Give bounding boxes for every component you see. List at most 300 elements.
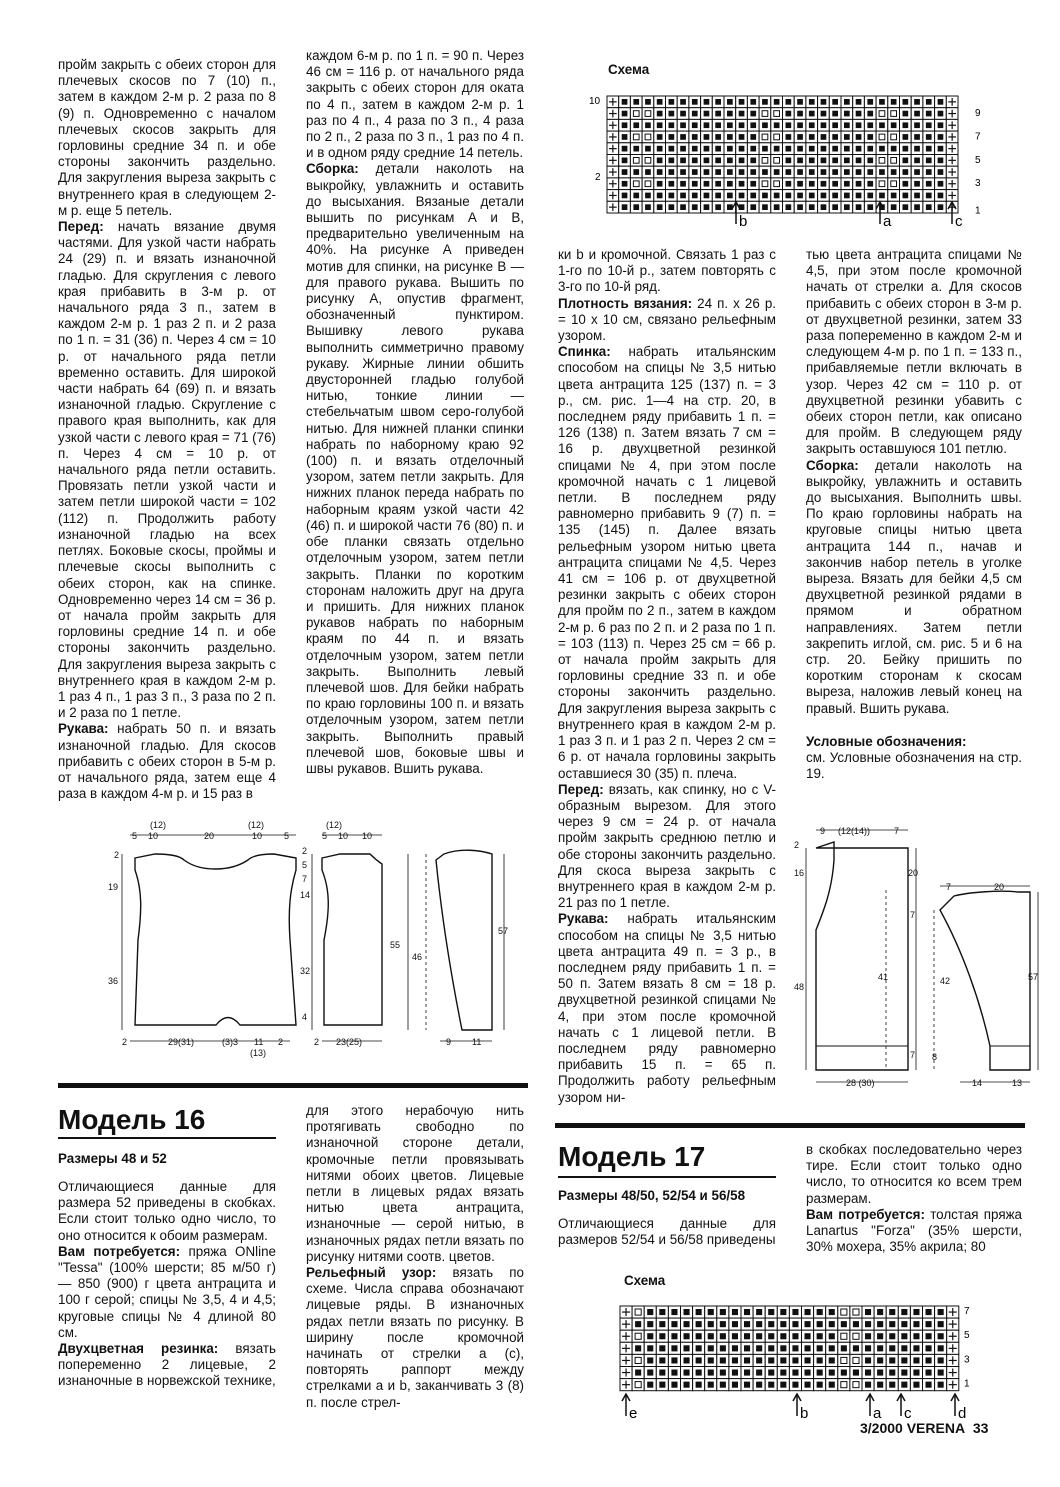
stitch-cell xyxy=(935,119,947,131)
paragraph-text: 24 п. х 26 р. = 10 х 10 см, связано рельефным узором. xyxy=(558,295,776,344)
stitch-cell xyxy=(642,190,654,202)
edge-stitch xyxy=(607,155,619,167)
paragraph xyxy=(58,57,276,219)
stitch-cell xyxy=(705,1330,717,1342)
paragraph-label: Сборка: xyxy=(806,457,859,473)
p17-body-inner-1: 8 xyxy=(932,1052,938,1062)
stitch-cell xyxy=(900,131,912,143)
edge-stitch xyxy=(946,119,958,131)
stitch-cell xyxy=(689,119,701,131)
stitch-cell xyxy=(747,96,759,108)
stitch-cell xyxy=(783,166,795,178)
stitch-cell xyxy=(935,96,947,108)
stitch-cell xyxy=(677,96,689,108)
model17-column-2 xyxy=(806,1142,1022,1255)
stitch-cell xyxy=(759,190,771,202)
edge-stitch xyxy=(946,96,958,108)
stitch-cell xyxy=(911,178,923,190)
stitch-cell xyxy=(753,1318,765,1330)
stitch-cell xyxy=(736,190,748,202)
stitch-cell xyxy=(619,131,631,143)
stitch-cell xyxy=(654,201,666,213)
schema1-title: Схема xyxy=(608,62,650,77)
model17-rule-thick xyxy=(555,1123,1025,1128)
stitch-cell xyxy=(717,1330,729,1342)
p16-sleeve-left-1: 46 xyxy=(412,952,423,962)
stitch-cell xyxy=(644,1379,656,1391)
stitch-cell xyxy=(759,155,771,167)
stitch-cell xyxy=(841,178,853,190)
stitch-cell xyxy=(753,1379,765,1391)
row-number-right: 1 xyxy=(975,205,981,217)
p17-body-left-3: 48 xyxy=(794,982,805,992)
stitch-cell xyxy=(654,190,666,202)
stitch-cell xyxy=(935,1367,947,1379)
stitch-cell xyxy=(802,1342,814,1354)
paragraph-text: тью цвета антрацита спицами № 4,5, при этом после кромочной начать от стрелки а. Для скосов прибавить с обеих сторон в 3-м р. от двухцветной резинки, затем 33 раза попеременно в каждом 2-м и следующем 4-м р. по 1 п. = 133 п., прибавляемые петли включать в узор. Через 42 см = 110 р. от двухцветной резинки убавить с обеих сторон петли, как описано для пройм. В следующем ряду закрыть оставшуюся 101 петлю. xyxy=(806,247,1022,457)
stitch-cell xyxy=(724,108,736,120)
stitch-cell xyxy=(850,1367,862,1379)
stitch-cell xyxy=(632,1367,644,1379)
paragraph xyxy=(306,161,524,777)
stitch-cell xyxy=(630,178,642,190)
stitch-cell xyxy=(841,201,853,213)
stitch-cell xyxy=(668,1318,680,1330)
stitch-cell xyxy=(923,1354,935,1366)
paragraph-text: набрать 50 п. и вязать изнаночной гладью. Для скосов прибавить с обеих сторон в 5-м р. от начального ряда, затем еще 4 раза в каждом 4-м р. и 15 раз в xyxy=(58,721,276,802)
stitch-cell xyxy=(681,1342,693,1354)
stitch-cell xyxy=(794,201,806,213)
front-outline xyxy=(322,854,382,1025)
stitch-cell xyxy=(632,1354,644,1366)
p16-sleeve-bottom-2: 11 xyxy=(472,1037,482,1047)
stitch-cell xyxy=(705,1342,717,1354)
stitch-cell xyxy=(841,108,853,120)
stitch-cell xyxy=(759,166,771,178)
paragraph-label: Рукава: xyxy=(558,911,609,927)
stitch-cell xyxy=(853,155,865,167)
stitch-cell xyxy=(668,1306,680,1318)
stitch-cell xyxy=(838,1306,850,1318)
p17-body-bottom-1: 28 (30) xyxy=(846,1078,875,1088)
p16-front-bottom-1: 2 xyxy=(314,1037,320,1047)
stitch-cell xyxy=(900,119,912,131)
stitch-cell xyxy=(874,1342,886,1354)
stitch-cell xyxy=(838,1367,850,1379)
p16-back-left-1: 2 xyxy=(114,850,120,860)
stitch-cell xyxy=(850,1342,862,1354)
stitch-cell xyxy=(794,119,806,131)
stitch-cell xyxy=(759,96,771,108)
stitch-cell xyxy=(876,190,888,202)
stitch-cell xyxy=(935,1354,947,1366)
stitch-cell xyxy=(693,1379,705,1391)
stitch-cell xyxy=(794,143,806,155)
stitch-cell xyxy=(771,143,783,155)
stitch-cell xyxy=(681,1379,693,1391)
stitch-cell xyxy=(900,201,912,213)
stitch-cell xyxy=(898,1306,910,1318)
stitch-cell xyxy=(935,1306,947,1318)
stitch-cell xyxy=(806,155,818,167)
stitch-cell xyxy=(689,108,701,120)
edge-stitch xyxy=(607,190,619,202)
stitch-cell xyxy=(759,119,771,131)
stitch-cell xyxy=(747,155,759,167)
stitch-cell xyxy=(853,201,865,213)
stitch-cell xyxy=(783,131,795,143)
stitch-cell xyxy=(806,166,818,178)
paragraph xyxy=(306,1103,524,1265)
model17-rule-thin xyxy=(558,1176,776,1178)
edge-stitch xyxy=(607,166,619,178)
stitch-cell xyxy=(693,1354,705,1366)
stitch-cell xyxy=(717,1367,729,1379)
stitch-cell xyxy=(923,1367,935,1379)
stitch-cell xyxy=(864,178,876,190)
stitch-cell xyxy=(818,108,830,120)
stitch-cell xyxy=(794,96,806,108)
arrow-b xyxy=(793,1394,808,1420)
stitch-cell xyxy=(841,119,853,131)
stitch-cell xyxy=(935,155,947,167)
stitch-cell xyxy=(888,119,900,131)
arrow-label: c xyxy=(904,1405,912,1420)
stitch-cell xyxy=(864,201,876,213)
stitch-cell xyxy=(853,119,865,131)
stitch-cell xyxy=(693,1367,705,1379)
p17-sleeve-bottom-2: 13 xyxy=(1012,1078,1023,1088)
edge-stitch xyxy=(607,143,619,155)
p16-back-bottom-6: (13) xyxy=(250,1048,267,1058)
stitch-cell xyxy=(900,96,912,108)
stitch-cell xyxy=(701,143,713,155)
stitch-cell xyxy=(923,155,935,167)
stitch-cell xyxy=(666,96,678,108)
stitch-cell xyxy=(777,1354,789,1366)
stitch-cell xyxy=(862,1342,874,1354)
p16-sleeve-right-1: 57 xyxy=(498,926,509,936)
stitch-cell xyxy=(642,119,654,131)
edge-stitch xyxy=(947,1379,959,1391)
stitch-cell xyxy=(765,1367,777,1379)
stitch-cell xyxy=(794,108,806,120)
stitch-cell xyxy=(777,1330,789,1342)
edge-stitch xyxy=(620,1306,632,1318)
stitch-cell xyxy=(829,155,841,167)
paragraph-label: Перед: xyxy=(58,219,104,235)
stitch-cell xyxy=(644,1367,656,1379)
stitch-cell xyxy=(681,1354,693,1366)
stitch-cell xyxy=(741,1306,753,1318)
stitch-cell xyxy=(850,1330,862,1342)
stitch-cell xyxy=(888,131,900,143)
stitch-cell xyxy=(689,155,701,167)
arrow-label: b xyxy=(739,213,748,230)
p16-back-left-2: 19 xyxy=(108,882,119,892)
stitch-cell xyxy=(874,1330,886,1342)
stitch-cell xyxy=(888,178,900,190)
stitch-cell xyxy=(747,201,759,213)
stitch-cell xyxy=(789,1330,801,1342)
edge-stitch xyxy=(620,1318,632,1330)
stitch-cell xyxy=(862,1367,874,1379)
stitch-cell xyxy=(874,1318,886,1330)
stitch-cell xyxy=(701,155,713,167)
row-number-right: 7 xyxy=(975,131,981,143)
stitch-cell xyxy=(923,201,935,213)
edge-stitch xyxy=(947,1306,959,1318)
paragraph xyxy=(558,1216,776,1248)
stitch-cell xyxy=(923,1379,935,1391)
stitch-cell xyxy=(771,178,783,190)
stitch-cell xyxy=(666,155,678,167)
stitch-cell xyxy=(911,155,923,167)
stitch-cell xyxy=(654,143,666,155)
stitch-cell xyxy=(619,190,631,202)
stitch-cell xyxy=(741,1367,753,1379)
paragraph-text: толстая пряжа Lanartus "Forza" (35% шерсти, 30% мохера, 35% акрила; 80 xyxy=(806,1206,1022,1255)
stitch-cell xyxy=(668,1379,680,1391)
stitch-cell xyxy=(701,96,713,108)
stitch-cell xyxy=(656,1306,668,1318)
stitch-cell xyxy=(838,1318,850,1330)
p16-front-left-2: 5 xyxy=(302,860,308,870)
stitch-cell xyxy=(923,1318,935,1330)
stitch-cell xyxy=(900,155,912,167)
edge-stitch xyxy=(607,96,619,108)
paragraph-label: Рельефный узор: xyxy=(306,1265,437,1281)
stitch-cell xyxy=(677,166,689,178)
arrow-c xyxy=(897,1394,912,1420)
stitch-cell xyxy=(935,131,947,143)
stitch-cell xyxy=(818,201,830,213)
stitch-cell xyxy=(876,96,888,108)
stitch-cell xyxy=(724,96,736,108)
stitch-cell xyxy=(701,201,713,213)
stitch-cell xyxy=(654,108,666,120)
paragraph xyxy=(558,911,776,1105)
p17-body-right-4: 7 xyxy=(910,1050,916,1060)
stitch-cell xyxy=(759,108,771,120)
stitch-cell xyxy=(814,1354,826,1366)
paragraph-text: каждом 6-м р. по 1 п. = 90 п. Через 46 см = 116 р. от начального ряда закрыть с обеих сторон для оката по 4 п., затем в каждом 2-м р. 1 раз по 4 п., 4 раза по 3 п., 4 раза по 2 п., 2 раза по 3 п., 1 раз по 4 п. и в одном ряду средние 14 петель. xyxy=(306,48,524,161)
stitch-cell xyxy=(888,96,900,108)
arrow-label: b xyxy=(800,1405,809,1420)
stitch-cell xyxy=(841,166,853,178)
stitch-cell xyxy=(794,155,806,167)
model16-column-2 xyxy=(306,1103,524,1411)
stitch-cell xyxy=(729,1354,741,1366)
stitch-cell xyxy=(729,1318,741,1330)
schema1-chart xyxy=(585,90,1005,240)
legend-text: см. Условные обозначения на стр. 19. xyxy=(806,750,1022,782)
p16-front-bottom-2: 23(25) xyxy=(336,1037,363,1047)
stitch-cell xyxy=(910,1342,922,1354)
stitch-cell xyxy=(736,155,748,167)
stitch-cell xyxy=(935,1342,947,1354)
footer-issue: 3/2000 VERENA xyxy=(860,1420,966,1436)
arrow-label: d xyxy=(958,1405,967,1420)
stitch-cell xyxy=(826,1367,838,1379)
stitch-cell xyxy=(736,143,748,155)
stitch-cell xyxy=(771,96,783,108)
stitch-cell xyxy=(693,1306,705,1318)
paragraph-label: Вам потребуется: xyxy=(58,1243,181,1259)
stitch-cell xyxy=(747,119,759,131)
stitch-cell xyxy=(668,1342,680,1354)
stitch-cell xyxy=(841,155,853,167)
stitch-cell xyxy=(729,1342,741,1354)
stitch-cell xyxy=(642,166,654,178)
arrow-label: a xyxy=(873,1405,882,1420)
stitch-cell xyxy=(753,1330,765,1342)
stitch-cell xyxy=(759,131,771,143)
stitch-cell xyxy=(705,1354,717,1366)
stitch-cell xyxy=(642,108,654,120)
paragraph-label: Плотность вязания: xyxy=(558,295,693,311)
paragraph-text: вязать, как спинку, но с V-образным вырезом. Для этого через 9 см = 24 р. от начала пройм закрыть среднюю петлю и обе стороны закончить раздельно. Для скоса выреза закрыть с внутреннего края в каждом 2-м р. 21 раз по 1 петле. xyxy=(558,781,776,911)
stitch-cell xyxy=(826,1342,838,1354)
paragraph xyxy=(58,721,276,802)
stitch-cell xyxy=(818,178,830,190)
stitch-cell xyxy=(864,96,876,108)
stitch-cell xyxy=(701,119,713,131)
stitch-cell xyxy=(923,96,935,108)
stitch-cell xyxy=(806,131,818,143)
stitch-cell xyxy=(677,131,689,143)
model17-title: Модель 17 xyxy=(558,1141,706,1172)
p16-front-top-3: 10 xyxy=(338,831,349,841)
paragraph xyxy=(306,48,524,161)
schema2-chart xyxy=(600,1300,1020,1420)
edge-stitch xyxy=(620,1367,632,1379)
stitch-cell xyxy=(644,1306,656,1318)
stitch-cell xyxy=(741,1342,753,1354)
stitch-cell xyxy=(765,1330,777,1342)
stitch-cell xyxy=(814,1306,826,1318)
stitch-cell xyxy=(910,1367,922,1379)
stitch-cell xyxy=(802,1306,814,1318)
stitch-cell xyxy=(841,190,853,202)
stitch-cell xyxy=(935,108,947,120)
stitch-cell xyxy=(717,1342,729,1354)
stitch-cell xyxy=(689,178,701,190)
stitch-cell xyxy=(864,131,876,143)
stitch-cell xyxy=(862,1379,874,1391)
stitch-cell xyxy=(632,1306,644,1318)
stitch-cell xyxy=(765,1342,777,1354)
p16-back-bottom-1: 2 xyxy=(122,1037,128,1047)
stitch-cell xyxy=(886,1354,898,1366)
stitch-cell xyxy=(829,96,841,108)
stitch-cell xyxy=(724,178,736,190)
stitch-cell xyxy=(693,1330,705,1342)
model17-column-1 xyxy=(558,1216,776,1248)
stitch-cell xyxy=(736,166,748,178)
stitch-cell xyxy=(829,108,841,120)
stitch-cell xyxy=(777,1342,789,1354)
stitch-cell xyxy=(814,1318,826,1330)
stitch-cell xyxy=(771,108,783,120)
stitch-cell xyxy=(935,166,947,178)
stitch-cell xyxy=(789,1367,801,1379)
stitch-cell xyxy=(759,178,771,190)
row-number-right: 5 xyxy=(964,1330,970,1342)
stitch-cell xyxy=(677,201,689,213)
p16-back-bottom-5: 2 xyxy=(278,1037,284,1047)
stitch-cell xyxy=(876,131,888,143)
p16-front-top-1: (12) xyxy=(326,820,343,830)
stitch-cell xyxy=(736,131,748,143)
stitch-cell xyxy=(911,108,923,120)
stitch-cell xyxy=(876,119,888,131)
stitch-cell xyxy=(818,119,830,131)
stitch-cell xyxy=(818,166,830,178)
stitch-cell xyxy=(923,166,935,178)
edge-stitch xyxy=(620,1330,632,1342)
stitch-cell xyxy=(753,1367,765,1379)
stitch-cell xyxy=(724,155,736,167)
stitch-cell xyxy=(789,1306,801,1318)
stitch-cell xyxy=(693,1342,705,1354)
arrow-label: c xyxy=(955,213,963,230)
stitch-cell xyxy=(874,1354,886,1366)
model17-patterns xyxy=(790,820,1040,1100)
text-column-1 xyxy=(58,57,276,802)
stitch-cell xyxy=(689,166,701,178)
stitch-cell xyxy=(630,131,642,143)
paragraph-text: набрать итальянским способом на спицы № 3,5 нитью цвета антрацита 49 п. = 3 р., в последнем ряду прибавить 1 п. = 50 п. Затем вязать 8 см = 18 р. двухцветной резинкой спицами № 4, при этом после кромочной начать с 1 лицевой петли. В последнем ряду равномерно прибавить 15 п. = 65 п. Продолжить работу рельефным узором ни- xyxy=(558,911,776,1105)
stitch-cell xyxy=(888,201,900,213)
stitch-cell xyxy=(826,1318,838,1330)
stitch-cell xyxy=(712,201,724,213)
stitch-cell xyxy=(898,1367,910,1379)
stitch-cell xyxy=(741,1318,753,1330)
stitch-cell xyxy=(806,178,818,190)
p16-front-top-2: 5 xyxy=(322,831,328,841)
p16-sleeve-bottom-1: 9 xyxy=(446,1037,452,1047)
stitch-cell xyxy=(654,178,666,190)
stitch-cell xyxy=(923,119,935,131)
stitch-cell xyxy=(898,1318,910,1330)
stitch-cell xyxy=(923,190,935,202)
p16-back-top-2: 5 xyxy=(132,831,138,841)
paragraph-label: Рукава: xyxy=(58,721,109,737)
paragraph-text: для этого нерабочую нить протягивать свободно по изнаночной стороне детали, кромочные петли провязывать нитями обоих цветов. Лицевые петли в лицевых рядах вязать нитью цвета антрацита, изнаночные — серой нитью, в изнаночных рядах петли вязать по рисунку нитями соотв. цветов. xyxy=(306,1103,524,1264)
stitch-cell xyxy=(656,1342,668,1354)
row-number-right: 3 xyxy=(964,1354,970,1366)
stitch-cell xyxy=(802,1379,814,1391)
p17-sleeve-top-1: 7 xyxy=(946,882,952,892)
stitch-cell xyxy=(729,1330,741,1342)
stitch-cell xyxy=(681,1367,693,1379)
stitch-cell xyxy=(681,1318,693,1330)
stitch-cell xyxy=(900,190,912,202)
stitch-cell xyxy=(794,166,806,178)
stitch-cell xyxy=(630,108,642,120)
paragraph-text: пряжа ONline "Tessa" (100% шерсти; 85 м/50 г) — 850 (900) г цвета антрацита и 100 г серой; спицы № 3,5, 4 и 4,5; круговые спицы № 4 длиной 80 см. xyxy=(58,1243,276,1340)
edge-stitch xyxy=(946,178,958,190)
stitch-cell xyxy=(644,1318,656,1330)
stitch-cell xyxy=(910,1354,922,1366)
stitch-cell xyxy=(802,1354,814,1366)
stitch-cell xyxy=(874,1306,886,1318)
stitch-cell xyxy=(888,166,900,178)
stitch-cell xyxy=(910,1318,922,1330)
stitch-cell xyxy=(712,131,724,143)
model16-title: Модель 16 xyxy=(58,1104,206,1135)
